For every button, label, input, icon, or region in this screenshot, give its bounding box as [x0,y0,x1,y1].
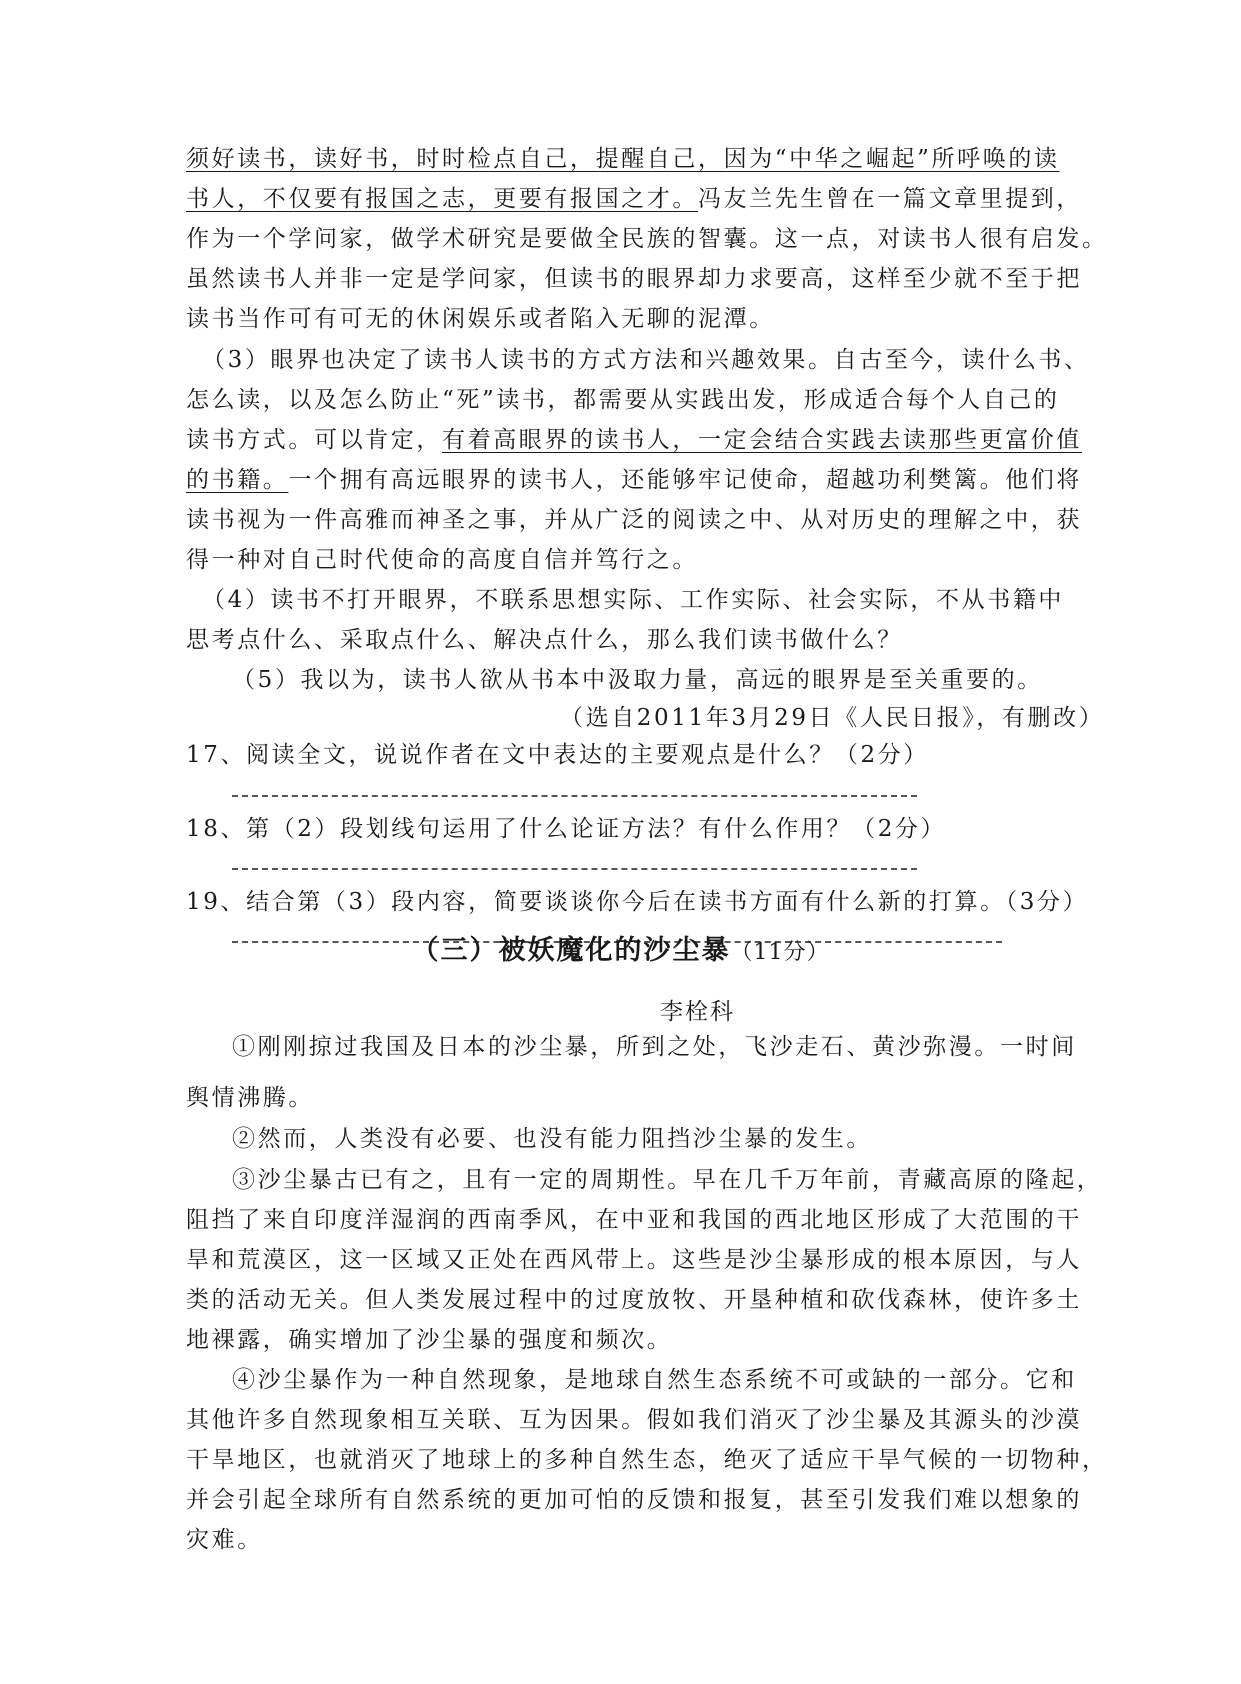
section-score: （11分） [730,940,830,965]
p2-line-4 [186,264,1082,294]
p3-line-2 [186,385,1060,415]
s3-para3-line-4: 类的活动无关。但人类发展过程中的过度放牧、开垦种植和砍伐森林，使许多土 [186,1287,1082,1313]
s3-para4-line-4: 并会引起全球所有自然系统的更加可怕的反馈和报复，甚至引发我们难以想象的 [186,1487,1082,1513]
p2-line-1 [186,144,1060,174]
s3-para4-line-5: 灾难。 [186,1527,263,1553]
s3-para3-line-1: ③沙尘暴古已有之，且有一定的周期性。早在几千万年前，青藏高原的隆起， [232,1167,1103,1193]
text: 怎么读，以及怎么防止“死”读书，都需要从实践出发，形成适合每个人自己的 [186,387,1060,413]
underlined-text: 有着高眼界的读书人，一定会结合实践去读那些更富价值 [442,427,1082,453]
text: 读书视为一件高雅而神圣之事，并从广泛的阅读之中、从对历史的理解之中，获 [186,507,1082,533]
p3-line-3 [186,425,1082,455]
text: 读书当作可有可无的休闲娱乐或者陷入无聊的泥潭。 [186,306,775,332]
underlined-text: 书人，不仅要有报国之志，更要有报国之才。 [186,186,698,212]
s3-para4-line-2: 其他许多自然现象相互关联、互为因果。假如我们消灭了沙尘暴及其源头的沙漠 [186,1407,1082,1433]
question-18: 18、第（2）段划线句运用了什么论证方法？有什么作用？（2分） [186,816,947,842]
source-citation: （选自2011年3月29日《人民日报》，有删改） [560,705,1105,731]
answer-line-18[interactable] [232,868,917,870]
s3-para1-line-2: 舆情沸腾。 [186,1085,314,1111]
s3-para3-line-5: 地裸露，确实增加了沙尘暴的强度和频次。 [186,1327,673,1353]
p2-line-3 [186,224,1108,254]
p4-line-2: 思考点什么、采取点什么、解决点什么，那么我们读书做什么？ [186,627,903,653]
text: 冯友兰先生曾在一篇文章里提到， [698,186,1082,212]
text: 作为一个学问家，做学术研究是要做全民族的智囊。这一点，对读书人很有启发。 [186,226,1108,252]
text: 虽然读书人并非一定是学问家，但读书的眼界却力求要高，这样至少就不至于把 [186,266,1082,292]
text: 得一种对自己时代使命的高度自信并笃行之。 [186,547,698,573]
question-19: 19、结合第（3）段内容，简要谈谈你今后在读书方面有什么新的打算。（3分） [186,889,1089,915]
s3-para2: ②然而，人类没有必要、也没有能力阻挡沙尘暴的发生。 [232,1126,872,1152]
s3-para3-line-2: 阻挡了来自印度洋湿润的西南季风，在中亚和我国的西北地区形成了大范围的干 [186,1207,1082,1233]
text: （3）眼界也决定了读书人读书的方式方法和兴趣效果。自古至今，读什么书、 [202,347,1090,373]
text: 读书方式。可以肯定， [186,427,442,453]
underlined-text: 的书籍。 [186,467,289,493]
s3-para4-line-3: 干旱地区，也就消灭了地球上的多种自然生态，绝灭了适应干旱气候的一切物种， [186,1447,1108,1473]
p2-line-5 [186,304,775,334]
underlined-text: 须好读书，读好书，时时检点自己，提醒自己，因为“中华之崛起”所呼唤的读 [186,146,1060,172]
p5-line: （5）我以为，读书人欲从书本中汲取力量，高远的眼界是至关重要的。 [232,667,1043,693]
s3-para3-line-3: 旱和荒漠区，这一区域又正处在西风带上。这些是沙尘暴形成的根本原因，与人 [186,1247,1082,1273]
p3-line-6 [186,545,698,575]
p3-line-4 [186,465,1082,495]
p3-line-1 [202,345,1090,375]
p2-line-2 [186,184,1082,214]
section-title [0,928,1241,967]
text: 一个拥有高远眼界的读书人，还能够牢记使命，超越功利樊篱。他们将 [288,467,1083,493]
answer-line-17[interactable] [232,795,917,797]
s3-para4-line-1: ④沙尘暴作为一种自然现象，是地球自然生态系统不可或缺的一部分。它和 [232,1367,1077,1393]
p4-line-1: （4）读书不打开眼界，不联系思想实际、工作实际、社会实际，不从书籍中 [202,587,1065,613]
author-name: 李栓科 [660,999,735,1025]
question-17: 17、阅读全文，说说作者在文中表达的主要观点是什么？（2分） [186,742,929,768]
p3-line-5 [186,505,1082,535]
s3-para1-line-1: ①刚刚掠过我国及日本的沙尘暴，所到之处，飞沙走石、黄沙弥漫。一时间 [232,1034,1077,1060]
section-title-text: （三）被妖魔化的沙尘暴 [411,935,731,966]
